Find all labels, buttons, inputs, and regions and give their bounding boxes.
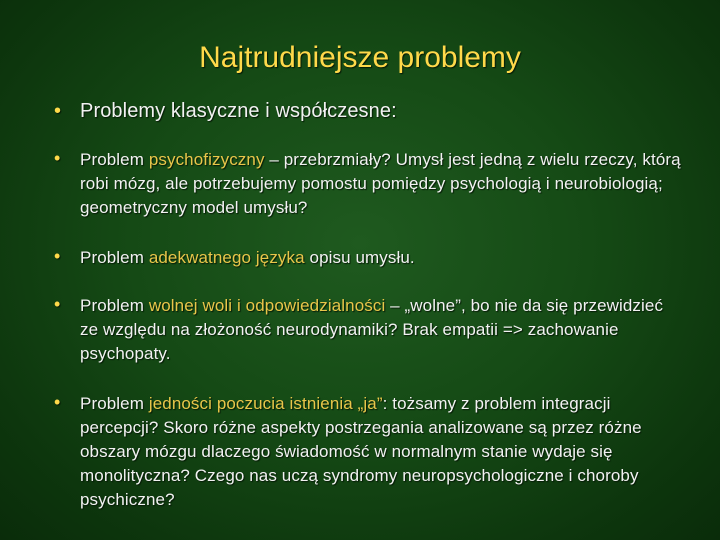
bullet-icon: • [54,392,61,412]
bullet-text-prefix: Problem [80,394,149,413]
bullet-icon: • [54,148,61,168]
bullet-item [54,294,684,366]
bullet-icon: • [54,100,62,122]
bullet-highlight: wolnej woli i odpowiedzialności [148,296,386,315]
bullet-text-prefix: Problem [80,296,149,315]
bullet-item [54,98,684,124]
bullet-text [80,294,684,366]
bullet-icon: • [54,246,61,266]
bullet-highlight: jedności poczucia istnienia „ja” [148,394,383,413]
bullet-highlight: psychofizyczny [148,150,265,169]
bullet-icon: • [54,294,61,314]
bullet-text [80,148,684,220]
bullet-text-prefix: Problem [80,248,149,267]
bullet-text-main: Problemy klasyczne i współczesne: [80,100,397,122]
bullet-text-rest: opisu umysłu. [304,248,415,267]
slide-title: Najtrudniejsze problemy [199,41,521,74]
bullet-text-rest: : tożsamy z problem integracji percepcji? Skoro różne aspekty postrzegania analizowane są przez różne obszary mózgu dlaczego świadomość w normalnym stanie wydaje się monolityczna? Czego nas uczą syndromy neuropsychologiczne i choroby psychiczne? [80,394,642,509]
bullet-text-prefix: Problem [80,150,149,169]
bullet-text-rest: – przebrzmiały? Umysł jest jedną z wielu rzeczy, którą robi mózg, ale potrzebujemy pomostu pomiędzy psychologią i neurobiologią; geometryczny model umysłu? [80,150,681,217]
bullet-text [80,392,684,512]
bullet-text [80,98,397,124]
bullet-text [80,246,415,270]
bullet-item [54,246,684,270]
bullet-item [54,392,684,512]
bullet-item [54,148,684,220]
bullet-text-rest: – „wolne”, bo nie da się przewidzieć ze względu na złożoność neurodynamiki? Brak empatii => zachowanie psychopaty. [80,296,664,363]
bullet-highlight: adekwatnego języka [148,248,305,267]
